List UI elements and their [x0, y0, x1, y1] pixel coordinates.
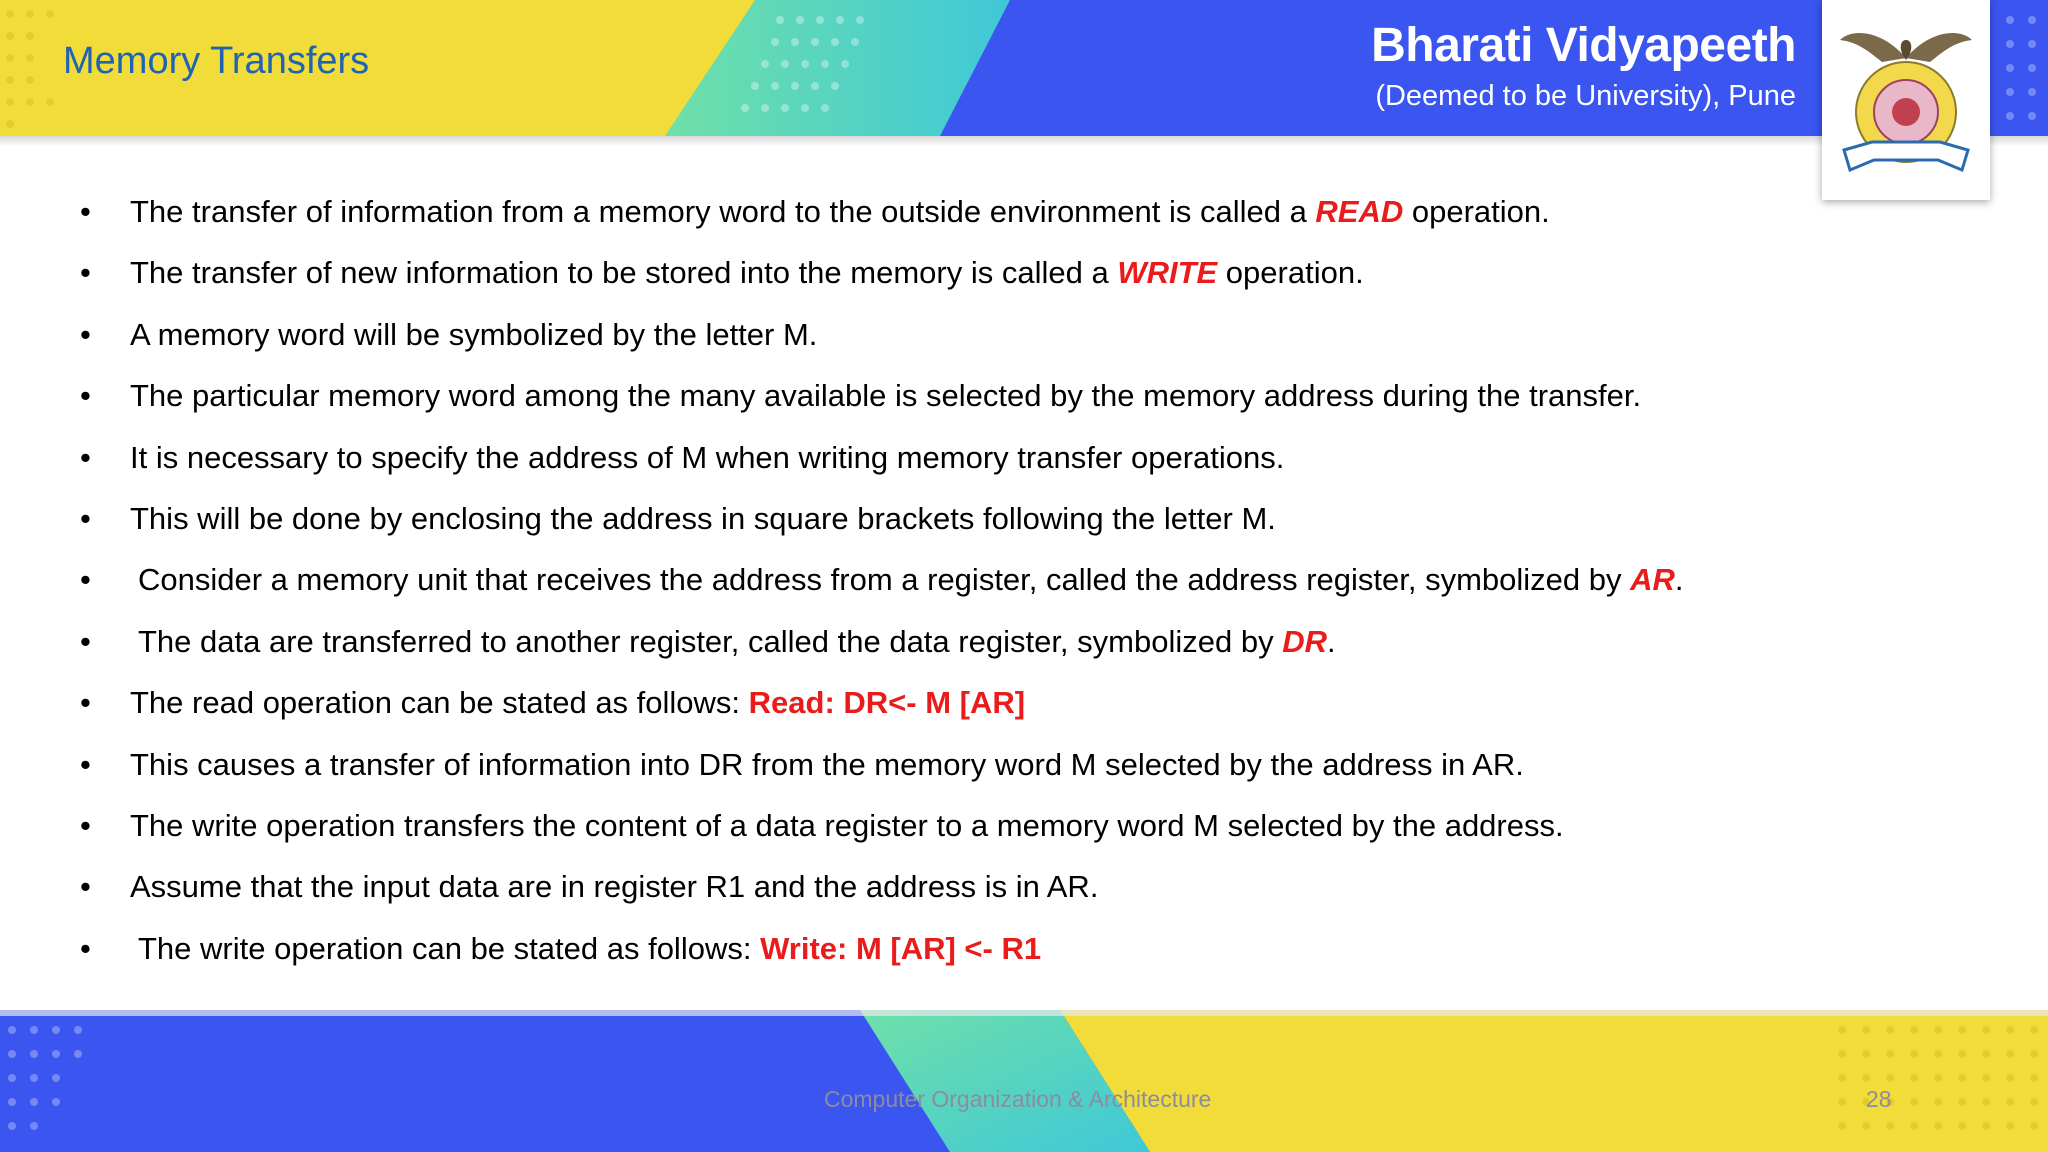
bullet-symbol: • [80, 194, 91, 229]
bullet-symbol: • [80, 930, 91, 966]
list-item [80, 247, 1980, 308]
bullet-symbol: • [80, 439, 91, 475]
bullet-symbol: • [80, 255, 91, 291]
header-shadow [0, 136, 2048, 146]
slide-header [0, 0, 2048, 140]
bullet-list [80, 186, 1980, 984]
footer-background [0, 1010, 2048, 1152]
bullet-symbol: • [80, 869, 91, 905]
bullet-symbol: • [80, 378, 91, 414]
list-item [80, 186, 1980, 247]
list-item [80, 800, 1980, 861]
bullet-symbol: • [80, 316, 91, 352]
bullet-symbol: • [80, 807, 91, 843]
bullet-text: The write operation transfers the content of a data register to a memory word M selected by the address. [130, 807, 1564, 843]
brand-name: Bharati Vidyapeeth [1371, 19, 1796, 72]
bullet-text: Assume that the input data are in register R1 and the address is in AR. [130, 869, 1099, 905]
bullet-symbol: • [80, 746, 91, 782]
list-item [80, 432, 1980, 493]
list-item [80, 554, 1980, 615]
bullet-text: The particular memory word among the many available is selected by the memory address during the transfer. [130, 378, 1642, 414]
bullet-text: A memory word will be symbolized by the letter M. [130, 316, 818, 352]
brand-subtitle: (Deemed to be University), Pune [1375, 80, 1796, 112]
bullet-text: The data are transferred to another register, called the data register, symbolized by DR. [138, 623, 1336, 659]
bullet-text: This causes a transfer of information into DR from the memory word M selected by the address in AR. [130, 746, 1524, 782]
list-item [80, 370, 1980, 431]
bullet-text: The write operation can be stated as follows: Write: M [AR] <- R1 [138, 930, 1042, 966]
bullet-symbol: • [80, 685, 91, 721]
list-item [80, 739, 1980, 800]
university-emblem-icon [1822, 0, 1990, 200]
footer-course-name: Computer Organization & Architecture [824, 1086, 1212, 1112]
bullet-symbol: • [80, 562, 91, 598]
slide-footer [0, 1010, 2048, 1152]
list-item [80, 923, 1980, 984]
university-logo [1822, 0, 1990, 200]
bullet-text: Consider a memory unit that receives the address from a register, called the address register, symbolized by AR. [138, 562, 1684, 598]
list-item [80, 861, 1980, 922]
bullet-text: The transfer of new information to be stored into the memory is called a WRITE operation. [130, 255, 1364, 291]
list-item [80, 616, 1980, 677]
list-item [80, 493, 1980, 554]
page-title: Memory Transfers [63, 40, 370, 82]
bullet-text: This will be done by enclosing the address in square brackets following the letter M. [130, 500, 1276, 536]
bullet-symbol: • [80, 500, 91, 536]
list-item [80, 677, 1980, 738]
bullet-text: The read operation can be stated as follows: Read: DR<- M [AR] [130, 685, 1026, 721]
bullet-symbol: • [80, 623, 91, 659]
bullet-text: The transfer of information from a memory word to the outside environment is called a READ operation. [130, 194, 1550, 229]
bullet-text: It is necessary to specify the address of M when writing memory transfer operations. [130, 439, 1285, 475]
list-item [80, 309, 1980, 370]
page-number: 28 [1866, 1086, 1892, 1112]
